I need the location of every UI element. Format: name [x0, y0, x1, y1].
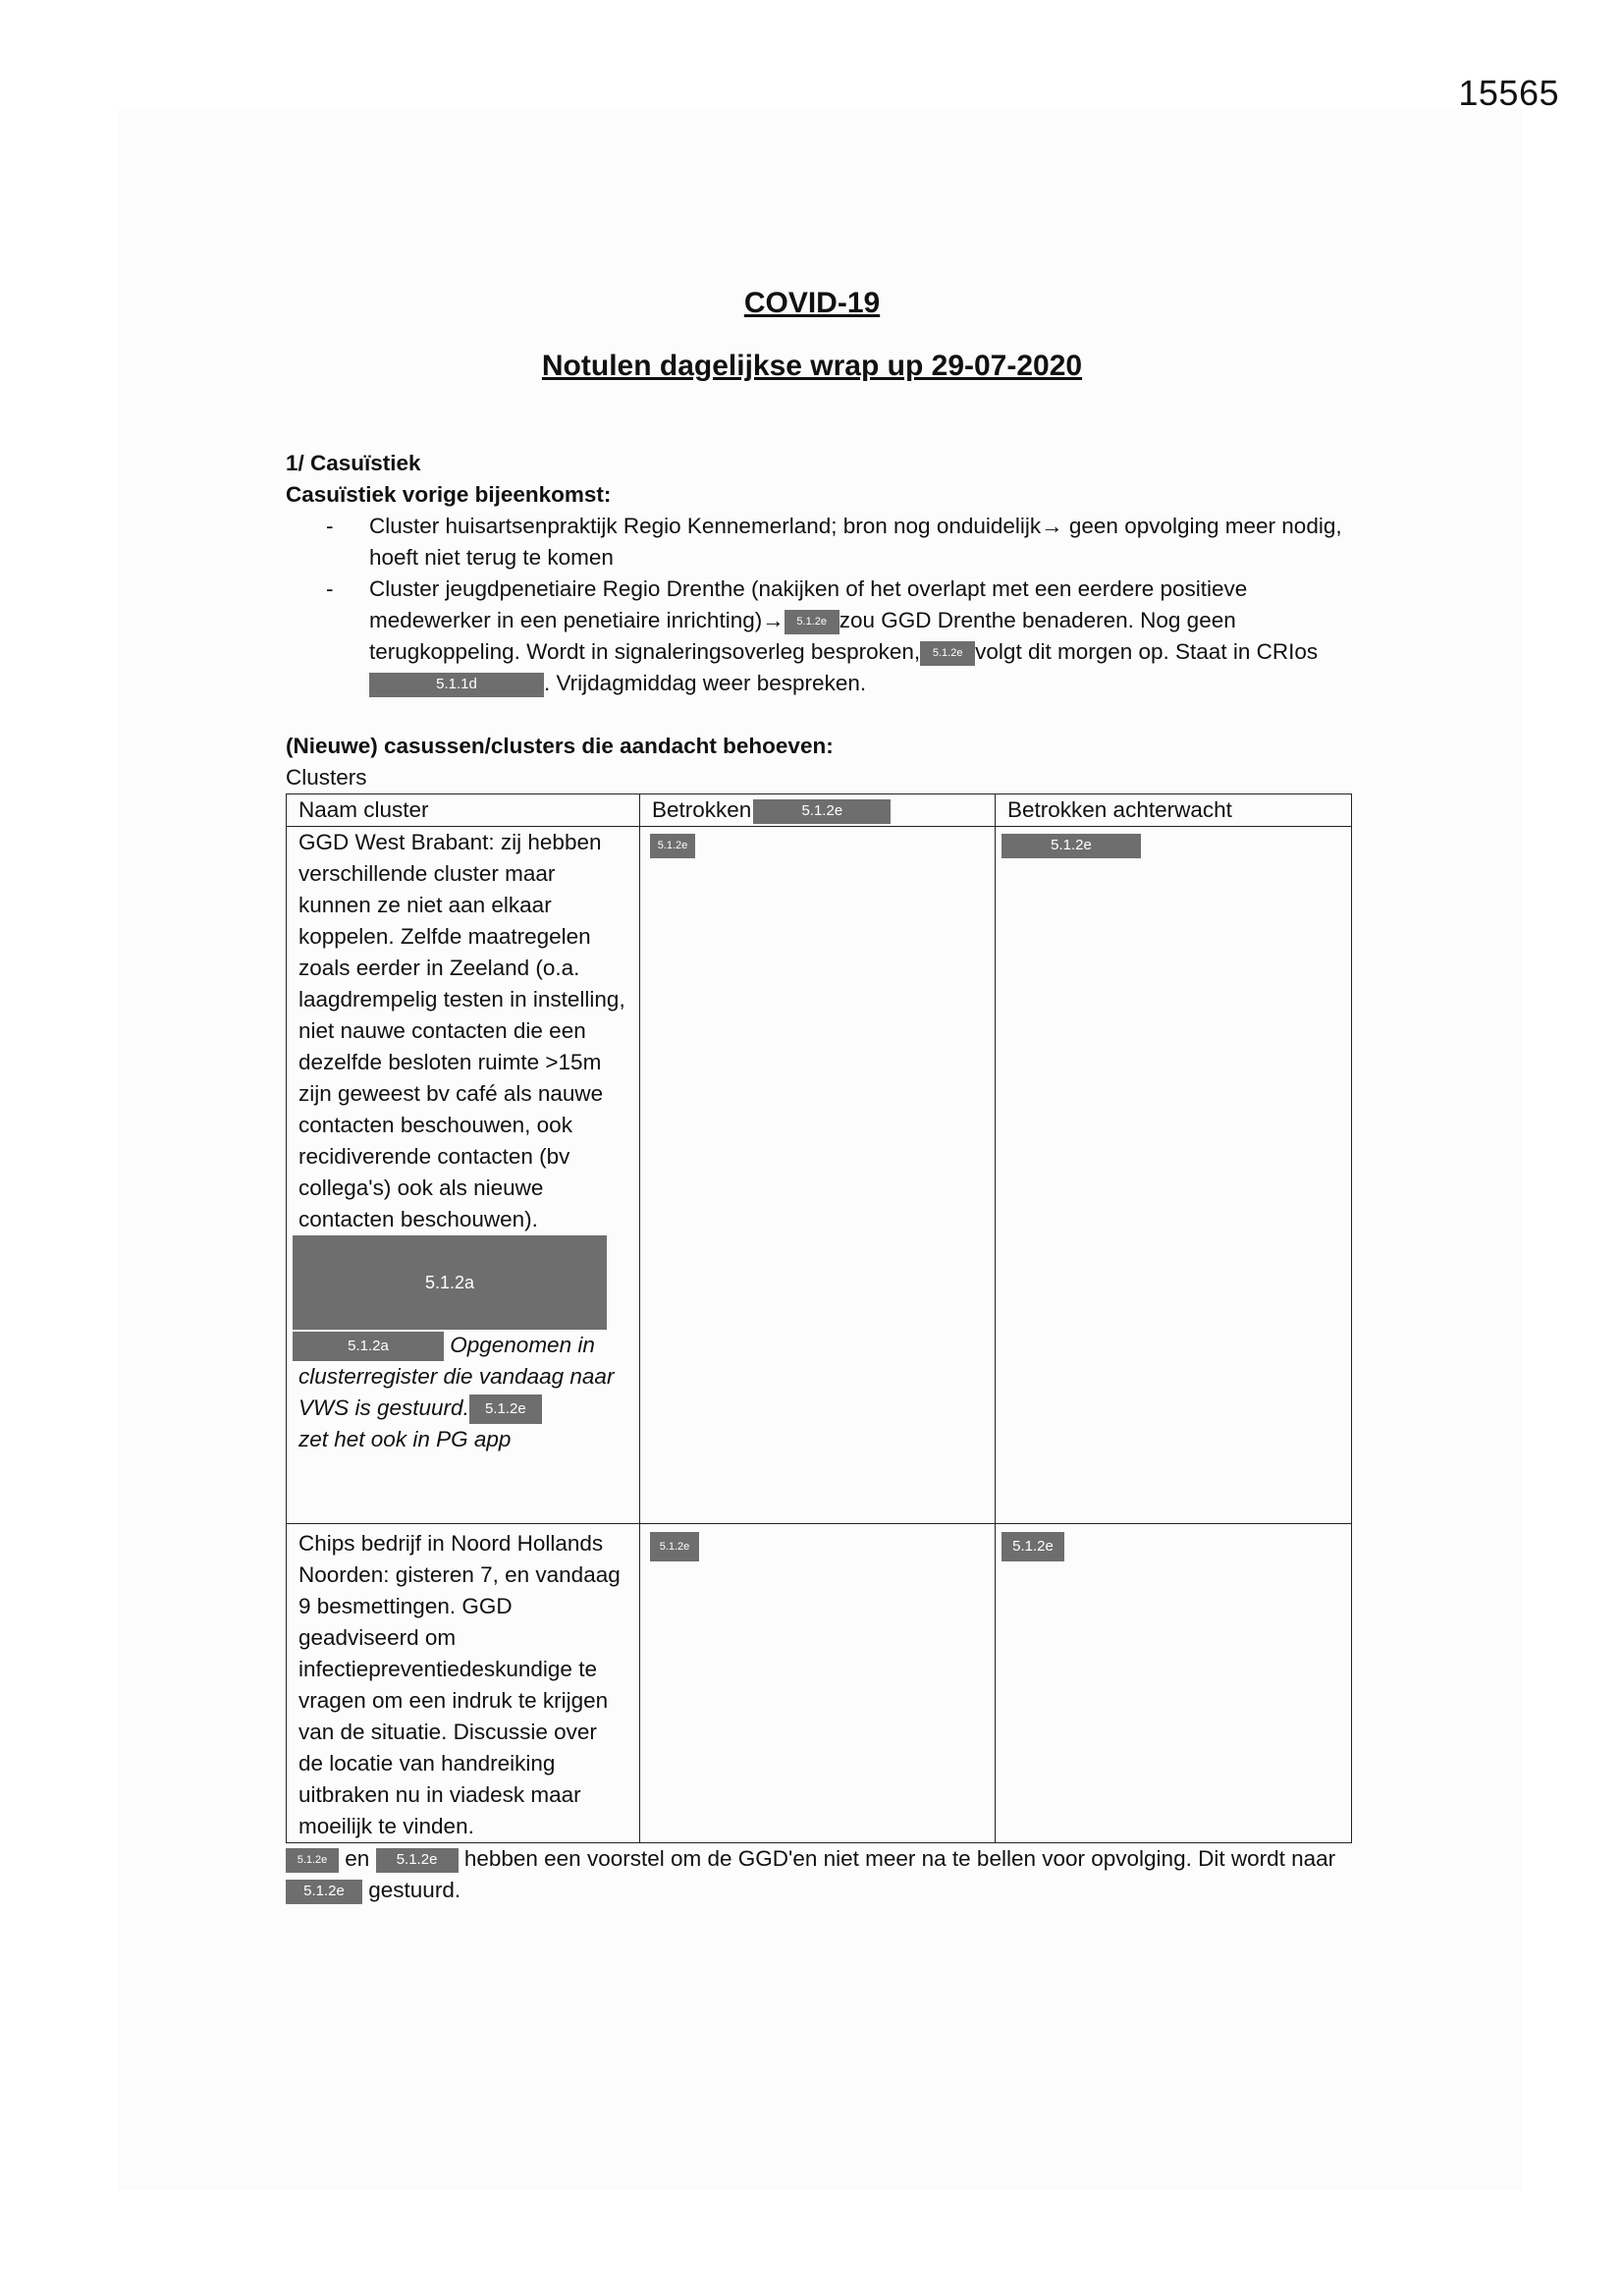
- table-cell-achterwacht: [996, 827, 1352, 1524]
- list-item-text: zou GGD Drenthe benaderen. Nog geen terugkoppeling. Wordt in signaleringsoverleg besproken,: [369, 608, 1236, 664]
- redaction-box: 5.1.2e: [753, 799, 891, 824]
- redaction-box: 5.1.2a: [293, 1235, 607, 1330]
- table-cell-name: Chips bedrijf in Noord Hollands Noorden: gisteren 7, en vandaag 9 besmettingen. GGD geadviseerd om infectiepreventiedeskundige te vragen om een indruk te krijgen van de situatie. Discussie over de locatie van handreiking uitbraken nu in viadesk maar moeilijk te vinden.: [287, 1524, 640, 1843]
- redaction-box: 5.1.2e: [469, 1394, 542, 1424]
- list-item-text: Cluster jeugdpenetiaire Regio Drenthe (nakijken of het overlapt met een eerdere positieve medewerker in een penetiaire inrichting)→: [369, 576, 1248, 632]
- section-subheading-previous: Casuïstiek vorige bijeenkomst:: [286, 482, 612, 507]
- list-item: [369, 511, 1351, 574]
- table-row: [287, 1524, 1352, 1843]
- table-row: [287, 827, 1352, 1524]
- table-cell-name: [287, 827, 640, 1524]
- list-item-text: Cluster huisartsenpraktijk Regio Kennemerland; bron nog onduidelijk→ geen opvolging meer nodig, hoeft niet terug te komen: [369, 514, 1342, 570]
- clusters-table: [286, 793, 1352, 1843]
- previous-cases-list: [286, 511, 1351, 699]
- document-body: [286, 448, 1351, 1906]
- document-title: COVID-19: [743, 287, 881, 319]
- section-heading-casuistiek: 1/ Casuïstiek: [286, 451, 421, 475]
- redaction-box: 5.1.2e: [650, 834, 695, 858]
- redaction-box: 5.1.2e: [1001, 834, 1141, 858]
- table-cell-betrokken: [640, 827, 996, 1524]
- redaction-box: 5.1.2e: [1001, 1532, 1064, 1561]
- list-item: [369, 574, 1351, 699]
- table-header-row: [287, 794, 1352, 827]
- clusters-label: Clusters: [286, 765, 367, 790]
- cluster-description: GGD West Brabant: zij hebben verschillende cluster maar kunnen ze niet aan elkaar koppelen. Zelfde maatregelen zoals eerder in Zeeland (o.a. laagdrempelig testen in instelling, niet nauwe contacten die een dezelfde besloten ruimte >15m zijn geweest bv café als nauwe contacten beschouwen, ook recidiverende contacten (bv collega's) ook als nieuwe contacten beschouwen).: [298, 830, 625, 1231]
- column-header-betrokken: Betrokken 5.1.2e: [640, 794, 996, 827]
- redaction-box: 5.1.2e: [286, 1880, 362, 1904]
- redaction-box: 5.1.2a: [293, 1332, 444, 1361]
- redaction-box: 5.1.2e: [785, 610, 839, 634]
- section-heading-new-cases: (Nieuwe) casussen/clusters die aandacht behoeven:: [286, 734, 834, 758]
- column-header-achterwacht: Betrokken achterwacht: [996, 794, 1352, 827]
- redaction-box: 5.1.2e: [650, 1532, 699, 1561]
- list-item-text: . Vrijdagmiddag weer bespreken.: [544, 671, 867, 695]
- table-cell-betrokken: [640, 1524, 996, 1843]
- column-header-name: Naam cluster: [287, 794, 640, 827]
- redaction-box: 5.1.2e: [286, 1848, 339, 1873]
- redaction-box: 5.1.2e: [920, 641, 975, 666]
- footer-note: 5.1.2e en 5.1.2e hebben een voorstel om de GGD'en niet meer na te bellen voor opvolging. Dit wordt naar5.1.2e gestuurd.: [286, 1843, 1351, 1906]
- redaction-box: 5.1.2e: [376, 1848, 459, 1873]
- table-cell-achterwacht: [996, 1524, 1352, 1843]
- document-number: 15565: [1458, 73, 1559, 113]
- redaction-box: 5.1.1d: [369, 673, 544, 697]
- list-item-text: volgt dit morgen op. Staat in CRIos: [975, 639, 1319, 664]
- document-subtitle: Notulen dagelijkse wrap up 29-07-2020: [541, 350, 1083, 382]
- cluster-note: 5.1.2a Opgenomen in clusterregister die vandaag naar VWS is gestuurd. 5.1.2e zet het ook in PG app: [298, 1330, 627, 1455]
